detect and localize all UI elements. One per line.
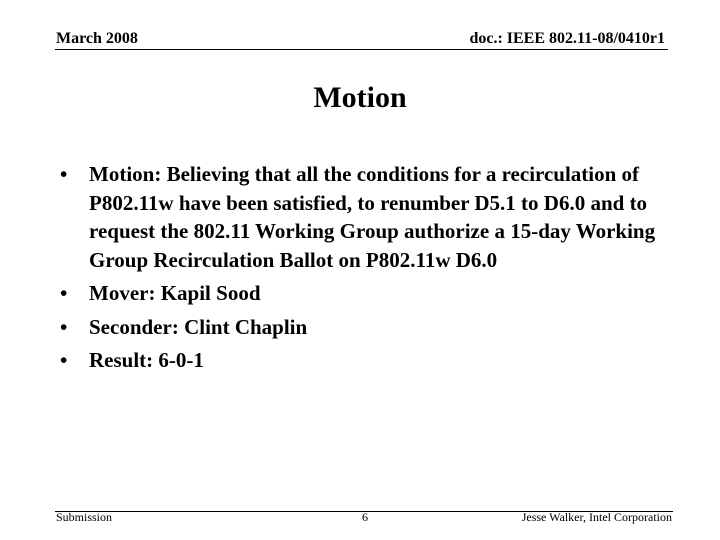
bullet-item-motion: [60, 160, 660, 274]
bullet-text: Motion: Believing that all the conditions for a recirculation of P802.11w have been satisfied, to renumber D5.1 to D6.0 and to request the 802.11 Working Group authorize a 15-day Working Group Recirculation Ballot on P802.11w D6.0: [89, 162, 656, 272]
bullet-text: Result: 6-0-1: [89, 348, 204, 372]
footer-page-number: 6: [362, 510, 368, 524]
slide-title: Motion: [313, 81, 407, 114]
bullet-dot-icon: •: [60, 281, 68, 305]
bullet-list: [60, 160, 660, 380]
bullet-dot-icon: •: [60, 314, 68, 339]
header-rule: [55, 49, 668, 50]
bullet-item-result: [60, 346, 660, 375]
bullet-dot-icon: •: [60, 162, 68, 186]
bullet-text: Seconder: Clint Chaplin: [89, 314, 308, 339]
header-date: March 2008: [56, 30, 138, 47]
footer-author: Jesse Walker, Intel Corporation: [521, 510, 672, 524]
bullet-text: Mover: Kapil Sood: [89, 281, 261, 305]
footer-submission: Submission: [56, 510, 113, 524]
bullet-item-seconder: [60, 313, 660, 342]
header-doc-id: doc.: IEEE 802.11-08/0410r1: [469, 30, 665, 47]
bullet-dot-icon: •: [60, 348, 68, 372]
bullet-item-mover: [60, 279, 660, 308]
